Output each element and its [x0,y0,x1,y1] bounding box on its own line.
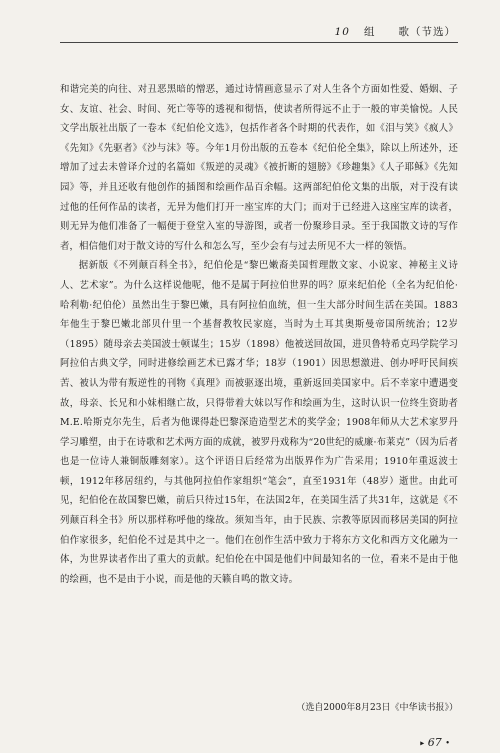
page-mark-icon: ▸ [420,738,425,748]
paragraph-1: 和谐完美的向往、对丑恶黑暗的憎恶，通过诗情画意显示了对人生各个方面如性爱、婚姻、子女、友谊、社会、时间、死亡等等的透视和彻悟，使读者所得远不止于一般的审美愉悦。人民文学出版社出版了一卷本《纪伯伦文选》，包括作者各个时期的代表作，如《泪与笑》《疯人》《先知》《先驱者》《沙与沫》等。今年1月份出版的五卷本《纪伯伦全集》，除以上所述外，还增加了过去未曾译介过的名篇如《叛逆的灵魂》《被折断的翅膀》《珍趣集》《人子耶稣》《先知园》等，并且还收有他创作的插图和绘画作品百余幅。这两部纪伯伦文集的出版，对于没有读过他的任何作品的读者，无异为他们打开一座宝库的大门；而对于已经进入这座宝库的读者，则无异为他们准备了一幅便于登堂入室的导游图，或者一份聚珍目录。至于我国散文诗的写作者，相信他们对于散文诗的写什么和怎么写，至少会有与过去所见不大一样的领悟。 [60,84,458,252]
running-header [0,22,500,42]
header-rule [60,42,458,43]
paragraph-2: 据新版《不列颠百科全书》，纪伯伦是“黎巴嫩裔美国哲理散文家、小说家、神秘主义诗人、艺术家”。为什么这样说他呢，他不是属于阿拉伯世界的吗？原来纪伯伦（全名为纪伯伦·哈利勒·纪伯伦）虽然出生于黎巴嫩，具有阿拉伯血统，但一生大部分时间生活在美国。1883年他生于黎巴嫩北部贝什里一个基督教牧民家庭，当时为土耳其奥斯曼帝国所统治；12岁（1895）随母亲去美国波士顿谋生；15岁（1898）他被送回故国，进贝鲁特希克玛学院学习阿拉伯古典文学，同时进修绘画艺术已露才华；18岁（1901）因思想激进、创办呼吁民间疾苦、被认为带有叛逆性的刊物《真理》而被驱逐出境，重新返回美国家中。后不幸家中遭遇变故，母亲、长兄和小妹相继亡故，只得带着大妹以写作和绘画为生，这时认识一位终生资助者M.E.哈斯克尔先生，后者为他课得赴巴黎深造造型艺术的奖学金；1908年师从大艺术家罗丹学习雕塑，由于在诗歌和艺术两方面的成就，被罗丹戏称为“20世纪的威廉·布莱克”（因为后者也是一位诗人兼铜版雕刻家）。这个评语日后经常为出版界作为广告采用；1910年重返波士顿，1912年移居纽约，与其他阿拉伯作家组织“笔会”，直至1931年（48岁）逝世。由此可见，纪伯伦在故国黎巴嫩，前后只待过15年，在法国2年，在美国生活了共31年，这就是《不列颠百科全书》所以那样称呼他的缘故。须知当年，由于民族、宗教等原因而移居美国的阿拉伯作家很多，纪伯伦不过是其中之一。他们在创作生活中致力于将东方文化和西方文化融为一体，为世界读者作出了重大的贡献。纪伯伦在中国是他们中间最知名的一位，看来不是由于他的绘画，也不是由于小说，而是他的天籁自鸣的散文诗。 [60,260,458,585]
header-text [335,24,456,39]
page-number [420,736,450,749]
section-title: 组 歌（节选） [364,26,456,38]
chapter-number: 10 [334,26,350,38]
article-body [60,80,458,589]
page-mark-dot-icon: • [445,738,450,748]
source-citation: （选自2000年8月23日《中华读书报》） [296,703,458,713]
page-number-value: 67 [427,736,442,749]
